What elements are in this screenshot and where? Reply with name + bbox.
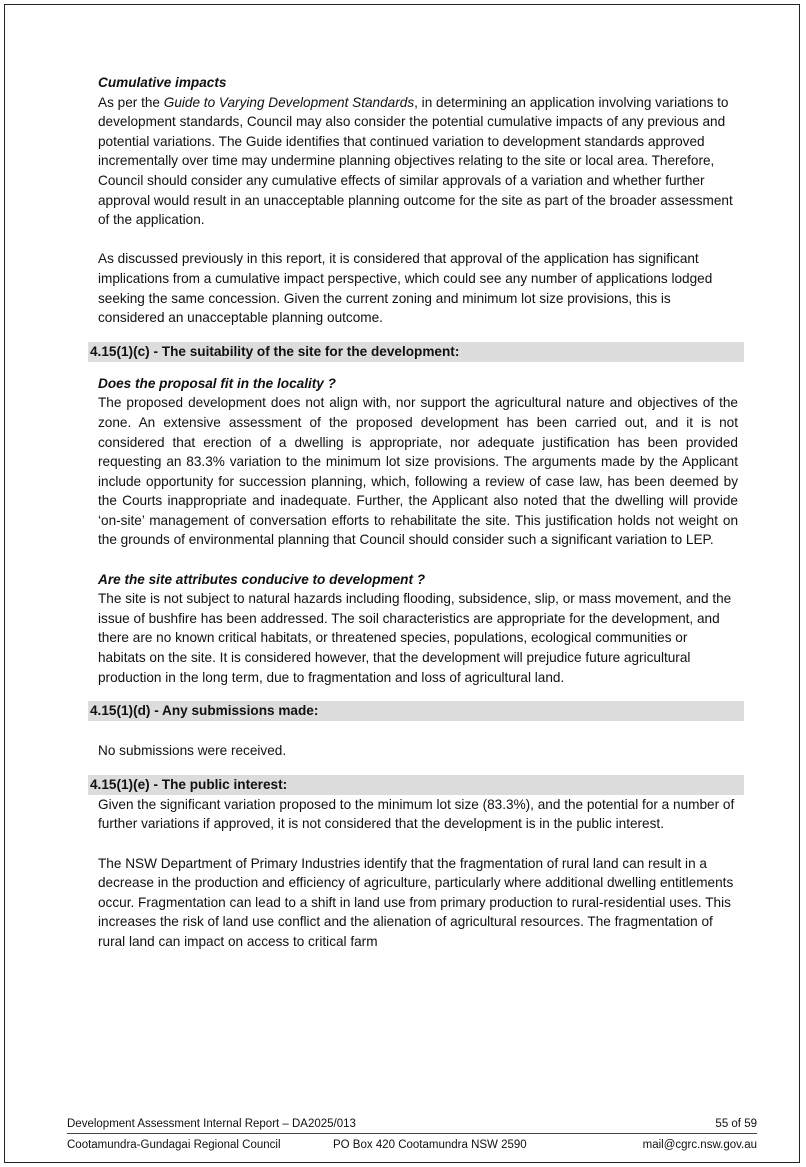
submissions-text: No submissions were received. — [98, 743, 287, 759]
locality-paragraph — [98, 374, 738, 550]
guide-title: Guide to Varying Development Standards — [163, 94, 415, 110]
footer-email: mail@cgrc.nsw.gov.au — [642, 1139, 757, 1151]
site-attributes-question: Are the site attributes conducive to development ? — [98, 571, 426, 587]
cumulative-impacts-block — [98, 73, 738, 328]
footer-report-line — [67, 1115, 757, 1134]
footer-report-title: Development Assessment Internal Report – DA2025/013 — [67, 1118, 356, 1130]
cumulative-paragraph-1 — [98, 73, 738, 230]
public-interest-paragraph-2: The NSW Department of Primary Industries identify that the fragmentation of rural land can result in a decrease in the production and efficiency of agriculture, particularly where additional dwelling entitlements occur. Fragmentation can lead to a shift in land use from primary production to rural-residential uses. This increases the risk of land use conflict and the alienation of agricultural resources. The fragmentation of rural land can impact on access to critical farm — [98, 855, 734, 949]
site-attributes-paragraph — [98, 570, 738, 688]
section-c-heading: 4.15(1)(c) - The suitability of the site for the development: — [88, 342, 744, 362]
cumulative-heading: Cumulative impacts — [98, 75, 227, 90]
document-page — [4, 4, 800, 1163]
page-number: 55 of 59 — [715, 1118, 757, 1130]
footer-contact-line — [67, 1136, 757, 1154]
page-content — [90, 73, 738, 952]
footer-council-name: Cootamundra-Gundagai Regional Council — [67, 1139, 281, 1151]
locality-question: Does the proposal fit in the locality ? — [98, 375, 336, 391]
footer-address: PO Box 420 Cootamundra NSW 2590 — [333, 1139, 527, 1151]
locality-answer: The proposed development does not align with, nor support the agricultural nature and objectives of the zone. An extensive assessment of the proposed development has been carried out, and it is not considered that erection of a dwelling is appropriate, nor adequate justification has been provided requesting an 83.3% variation to the minimum lot size provisions. The arguments made by the Applicant include opportunity for succession planning, which, following a review of case law, has been deemed by the Courts inappropriate and inadequate. Further, the Applicant also noted that the dwelling will provide ‘on-site’ management of conversation efforts to rehabilitate the site. This justification holds not weight on the grounds of environmental planning that Council should consider such a significant variation to LEP. — [98, 395, 738, 548]
section-e-heading: 4.15(1)(e) - The public interest: — [88, 775, 744, 795]
cumulative-paragraph-2: As discussed previously in this report, it is considered that approval of the application has significant implications from a cumulative impact perspective, which could see any number of applications lodged seeking the same concession. Given the current zoning and minimum lot size provisions, this is considered an unacceptable planning outcome. — [98, 251, 713, 326]
public-interest-paragraph-1: Given the significant variation proposed to the minimum lot size (83.3%), and the potential for a number of further variations if approved, it is not considered that the development is in the public interest. — [98, 796, 735, 832]
section-d-heading: 4.15(1)(d) - Any submissions made: — [88, 701, 744, 721]
cumulative-p1-prefix: As per the — [98, 94, 164, 110]
cumulative-p1-rest: , in determining an application involving variations to development standards, Council may also consider the potential cumulative impacts of any previous and potential variations. The Guide identifies that continued variation to development standards approved incrementally over time may undermine planning objectives relating to the site or local area. Therefore, Council should consider any cumulative effects of similar approvals of a variation and whether further approval would result in an unacceptable planning outcome for the site as part of the broader assessment of the application. — [98, 94, 733, 228]
site-attributes-answer: The site is not subject to natural hazards including flooding, subsidence, slip, or mass movement, and the issue of bushfire has been addressed. The soil characteristics are appropriate for the development, and there are no known critical habitats, or threatened species, populations, ecological communities or habitats on the site. It is considered however, that the development will prejudice future agricultural production in the long term, due to fragmentation and loss of agricultural land. — [98, 591, 732, 685]
